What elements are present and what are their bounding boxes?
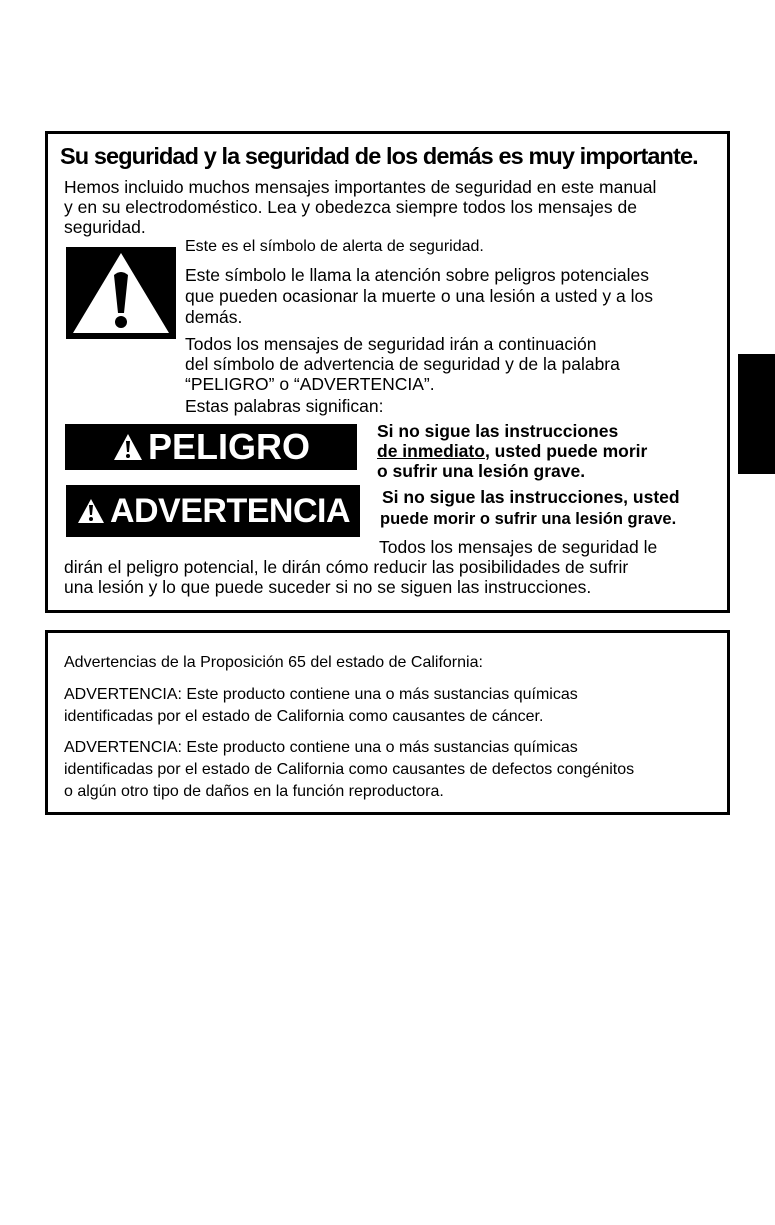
closing-line-2: dirán el peligro potencial, le dirán cómo reducir las posibilidades de sufrir — [64, 557, 629, 577]
prop65-warning2-line-1: ADVERTENCIA: Este producto contiene una o más sustancias químicas — [64, 739, 578, 756]
danger-line-3: o sufrir una lesión grave. — [377, 461, 586, 481]
prop65-warning2-line-3: o algún otro tipo de daños en la función reproductora. — [64, 783, 444, 800]
safety-title: Su seguridad y la seguridad de los demás es muy importante. — [60, 143, 698, 169]
safety-box — [45, 131, 730, 613]
intro-line-3: seguridad. — [64, 217, 146, 237]
warning-signal-banner — [66, 485, 360, 537]
warning-label: ADVERTENCIA — [109, 491, 351, 530]
prop65-warning2-line-2: identificadas por el estado de California como causantes de defectos congénitos — [64, 761, 635, 778]
section-thumb-tab — [738, 354, 775, 474]
follow-desc-2: del símbolo de advertencia de seguridad y de la palabra — [185, 354, 620, 374]
warning-line-1: Si no sigue las instrucciones, usted — [382, 487, 680, 507]
safety-alert-symbol-icon — [66, 247, 176, 339]
intro-line-2: y en su electrodoméstico. Lea y obedezca siempre todos los mensajes de — [64, 197, 637, 217]
symbol-desc-2: que pueden ocasionar la muerte o una lesión a usted y a los — [185, 286, 653, 306]
prop65-heading: Advertencias de la Proposición 65 del estado de California: — [64, 654, 483, 671]
danger-line-2 — [377, 441, 647, 462]
words-mean: Estas palabras significan: — [185, 396, 384, 416]
closing-line-1: Todos los mensajes de seguridad le — [379, 537, 658, 557]
danger-signal-banner — [65, 424, 357, 470]
symbol-desc-3: demás. — [185, 307, 243, 327]
warning-alert-icon — [76, 497, 106, 525]
prop65-box — [45, 630, 730, 815]
danger-alert-icon — [112, 432, 144, 462]
danger-line-2-rest: , usted puede morir — [484, 441, 648, 461]
warning-line-2: puede morir o sufrir una lesión grave. — [380, 510, 677, 528]
intro-line-1: Hemos incluido muchos mensajes importantes de seguridad en este manual — [64, 177, 657, 197]
prop65-warning1-line-1: ADVERTENCIA: Este producto contiene una o más sustancias químicas — [64, 686, 578, 703]
follow-desc-3: “PELIGRO” o “ADVERTENCIA”. — [185, 374, 435, 394]
danger-label: PELIGRO — [147, 426, 311, 467]
follow-desc-1: Todos los mensajes de seguridad irán a continuación — [185, 334, 597, 354]
symbol-label: Este es el símbolo de alerta de seguridad. — [185, 238, 484, 255]
danger-line-1: Si no sigue las instrucciones — [377, 421, 619, 441]
closing-line-3: una lesión y lo que puede suceder si no se siguen las instrucciones. — [64, 577, 592, 597]
symbol-desc-1: Este símbolo le llama la atención sobre peligros potenciales — [185, 265, 650, 285]
prop65-warning1-line-2: identificadas por el estado de California como causantes de cáncer. — [64, 708, 544, 725]
danger-line-2-underlined: de inmediato — [377, 441, 485, 461]
